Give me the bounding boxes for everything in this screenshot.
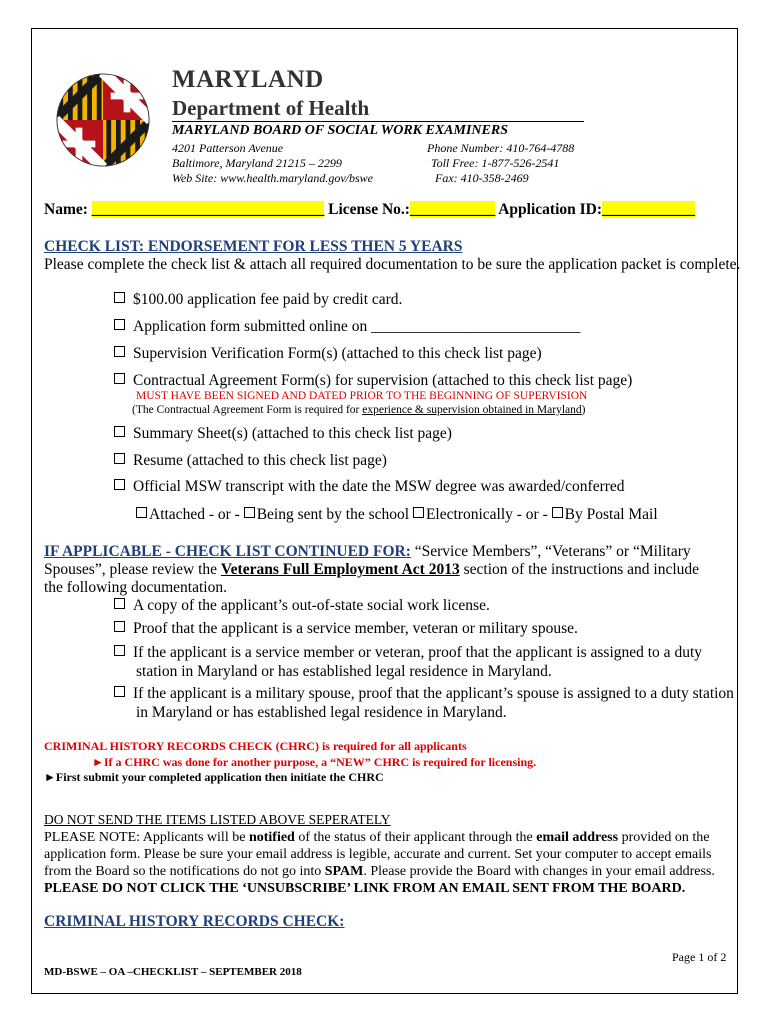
option-label: By Postal Mail bbox=[564, 506, 658, 523]
name-field[interactable]: ______________________________ bbox=[91, 201, 325, 218]
application-id-label: Application ID: bbox=[498, 201, 603, 218]
notice-text: provided on the application form. Please be sure your email address is legible, accurate and current. Set your computer to accept emails from the Board so the notifications do not go into bbox=[44, 830, 712, 879]
checkbox-attached[interactable] bbox=[136, 507, 147, 518]
checklist-item-label: Contractual Agreement Form(s) for supervision (attached to this check list page) bbox=[133, 372, 633, 389]
email-notice bbox=[44, 829, 719, 897]
checklist-item-online bbox=[114, 318, 580, 336]
contractual-note bbox=[132, 404, 586, 416]
address-line2: Baltimore, Maryland 21215 – 2299 bbox=[172, 156, 342, 170]
checkbox[interactable] bbox=[114, 292, 125, 303]
checklist-item-label: Supervision Verification Form(s) (attached to this check list page) bbox=[133, 345, 542, 362]
unsubscribe-warning: PLEASE DO NOT CLICK THE ‘UNSUBSCRIBE’ LINK FROM AN EMAIL SENT FROM THE BOARD. bbox=[44, 881, 686, 896]
checklist-item-label: Resume (attached to this check list page) bbox=[133, 452, 387, 469]
checkbox[interactable] bbox=[114, 373, 125, 384]
applicable-item-spouse bbox=[114, 684, 736, 722]
form-id: MD-BSWE – OA –CHECKLIST – SEPTEMBER 2018 bbox=[44, 966, 302, 978]
checklist-item-fee bbox=[114, 291, 402, 309]
applicable-heading: IF APPLICABLE - CHECK LIST CONTINUED FOR: bbox=[44, 543, 411, 560]
checkbox[interactable] bbox=[114, 479, 125, 490]
applicable-item-label: Proof that the applicant is a service member, veteran or military spouse. bbox=[133, 620, 578, 637]
checkbox[interactable] bbox=[114, 621, 125, 632]
checklist-item-transcript bbox=[114, 478, 625, 496]
checklist-item-supervision bbox=[114, 345, 542, 363]
applicable-item-label: If the applicant is a service member or veteran, proof that the applicant is assigned to a duty station in Maryland or has established legal residence in Maryland. bbox=[133, 644, 702, 680]
address-line1: 4201 Patterson Avenue bbox=[172, 141, 284, 155]
checkbox-school[interactable] bbox=[244, 507, 255, 518]
checkbox[interactable] bbox=[114, 346, 125, 357]
checkbox[interactable] bbox=[114, 598, 125, 609]
notice-bold: notified bbox=[248, 830, 295, 845]
applicable-text: “Service Members”, “Veterans” or “Military Spouses”, please review the bbox=[44, 543, 691, 578]
phone: Phone Number: 410-764-4788 bbox=[427, 141, 575, 155]
checkbox[interactable] bbox=[114, 319, 125, 330]
act-title: Veterans Full Employment Act 2013 bbox=[220, 561, 460, 578]
checklist-item-label: Summary Sheet(s) (attached to this check list page) bbox=[133, 425, 452, 442]
maryland-seal-logo bbox=[55, 72, 151, 168]
option-label: Electronically - or - bbox=[425, 506, 552, 523]
note-underlined: experience & supervision obtained in Maryland bbox=[362, 404, 582, 416]
checkbox[interactable] bbox=[114, 426, 125, 437]
header-state: MARYLAND bbox=[172, 66, 324, 93]
checklist-item-label: $100.00 application fee paid by credit card. bbox=[133, 291, 403, 308]
toll-free: Toll Free: 1-877-526-2541 bbox=[431, 156, 560, 170]
checklist-item-contractual bbox=[114, 372, 632, 390]
checklist-item-resume bbox=[114, 452, 387, 470]
checklist-item-label: Official MSW transcript with the date the MSW degree was awarded/conferred bbox=[133, 478, 625, 495]
header-board: MARYLAND BOARD OF SOCIAL WORK EXAMINERS bbox=[172, 123, 508, 138]
applicable-item-duty bbox=[114, 643, 736, 681]
checklist-title: CHECK LIST: ENDORSEMENT FOR LESS THEN 5 YEARS bbox=[44, 238, 463, 255]
checkbox[interactable] bbox=[114, 686, 125, 697]
notice-text: PLEASE NOTE: Applicants will be bbox=[44, 830, 249, 845]
license-field[interactable]: ___________ bbox=[409, 201, 496, 218]
application-id-field[interactable]: ____________ bbox=[602, 201, 696, 218]
page-number: Page 1 of 2 bbox=[672, 950, 727, 964]
license-label: License No.: bbox=[328, 201, 410, 218]
notice-text: of the status of their applicant through the bbox=[294, 830, 537, 845]
chrc-new-required: ►If a CHRC was done for another purpose, a “NEW” CHRC is required for licensing. bbox=[92, 755, 537, 769]
applicable-item-label: If the applicant is a military spouse, proof that the applicant’s spouse is assigned to a duty station in Maryland or has established legal residence in Maryland. bbox=[133, 685, 734, 721]
note-text: (The Contractual Agreement Form is required for bbox=[132, 404, 363, 416]
applicable-text: section of the instructions and include the following documentation. bbox=[44, 561, 700, 596]
option-label: Being sent by the school bbox=[256, 506, 413, 523]
notice-text: . Please provide the Board with changes in your email address. bbox=[363, 864, 715, 879]
supervision-warning: MUST HAVE BEEN SIGNED AND DATED PRIOR TO THE BEGINNING OF SUPERVISION bbox=[136, 390, 588, 402]
applicable-item-proof bbox=[114, 620, 578, 638]
header-rule bbox=[172, 121, 584, 122]
option-label: Attached - or - bbox=[149, 506, 244, 523]
fax: Fax: 410-358-2469 bbox=[435, 171, 529, 185]
notice-bold: email address bbox=[536, 830, 619, 845]
chrc-first-submit: ►First submit your completed application then initiate the CHRC bbox=[44, 770, 384, 784]
header-department: Department of Health bbox=[172, 96, 370, 120]
transcript-options bbox=[136, 506, 658, 524]
do-not-send-notice: DO NOT SEND THE ITEMS LISTED ABOVE SEPERATELY bbox=[44, 812, 391, 827]
website: Web Site: www.health.maryland.gov/bswe bbox=[172, 171, 373, 185]
checkbox[interactable] bbox=[114, 453, 125, 464]
checklist-item-summary bbox=[114, 425, 452, 443]
applicable-item-license bbox=[114, 597, 490, 615]
criminal-history-heading: CRIMINAL HISTORY RECORDS CHECK: bbox=[44, 913, 345, 930]
checklist-intro: Please complete the check list & attach all required documentation to be sure the application packet is complete. bbox=[44, 256, 741, 273]
chrc-required: CRIMINAL HISTORY RECORDS CHECK (CHRC) is required for all applicants bbox=[44, 739, 467, 753]
applicant-fields bbox=[44, 201, 695, 219]
checkbox-electronic[interactable] bbox=[413, 507, 424, 518]
name-label: Name: bbox=[44, 201, 88, 218]
applicable-paragraph bbox=[44, 543, 714, 597]
note-text: ) bbox=[581, 404, 586, 416]
applicable-item-label: A copy of the applicant’s out-of-state social work license. bbox=[133, 597, 490, 614]
notice-bold: SPAM bbox=[324, 864, 364, 879]
checklist-item-label: Application form submitted online on ___________________________ bbox=[133, 318, 581, 335]
checkbox-postal[interactable] bbox=[552, 507, 563, 518]
checkbox[interactable] bbox=[114, 645, 125, 656]
